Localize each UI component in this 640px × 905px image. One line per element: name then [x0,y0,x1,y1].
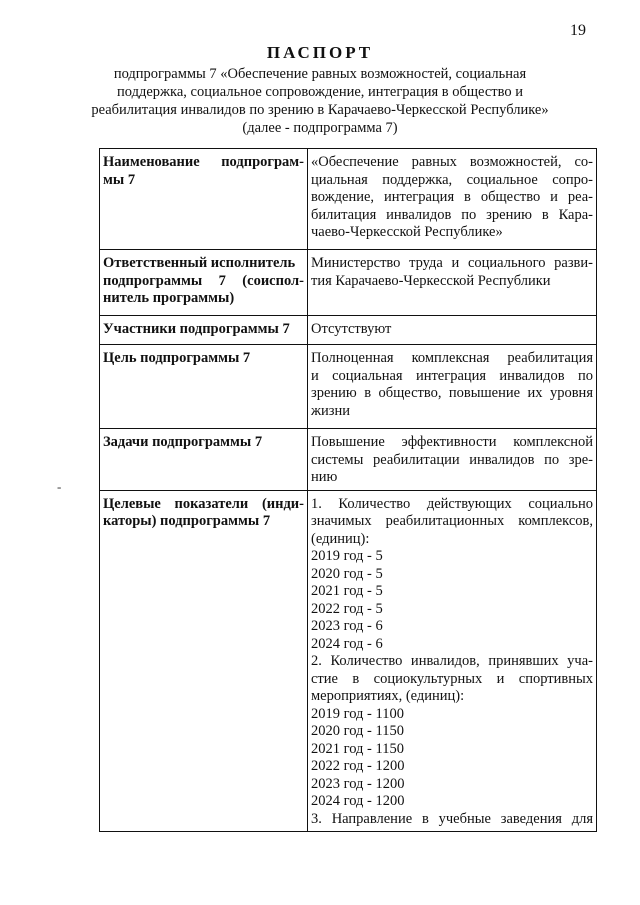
value-line: стие в социокультурных и спортивных [311,670,593,687]
value-line: 2024 год - 6 [311,635,383,652]
row-label [100,429,308,491]
subtitle-line: подпрограммы 7 «Обеспечение равных возможностей, социальная [113,66,527,82]
value-line: 2022 год - 5 [311,600,383,617]
value-line: значимых реабилитационных комплексов, [311,513,593,529]
value-line: 2. Количество инвалидов, принявших уча- [311,653,593,669]
row-label [100,345,308,429]
subtitle-line: (далее - подпрограмма 7) [242,120,398,136]
table-row-tasks [100,429,597,491]
value-line: мероприятиях, (единиц): [311,688,465,704]
value-line: жизни [311,402,351,419]
value-line: Повышение эффективности комплексной [311,434,593,450]
value-line: циальная поддержка, социальное сопро- [311,171,593,188]
document-subtitle [60,65,580,137]
value-line: Отсутствуют [311,321,392,337]
table-row-goal [100,345,597,429]
value-line: нию [311,469,338,485]
document-title: ПАСПОРТ [266,43,374,62]
row-label [100,149,308,250]
row-value [308,250,597,316]
label-line: мы 7 [103,171,136,188]
table-row-participants [100,316,597,345]
passport-table [99,148,597,832]
value-line: 2024 год - 1200 [311,793,405,809]
subtitle-line: реабилитация инвалидов по зрению в Карачаево-Черкесской Республике» [91,102,549,118]
row-value [308,429,597,491]
label-line: подпрограммы 7 (соиспол- [103,272,304,289]
value-line: и социальная интеграция инвалидов по [311,367,593,384]
value-line: Министерство труда и социального разви- [311,255,593,271]
value-line: зрению в общество, повышение их уровня [311,385,593,401]
value-line: 2020 год - 5 [311,565,383,582]
value-line: билитация инвалидов по зрению в Кара- [311,206,593,223]
value-line: тия Карачаево-Черкесской Республики [311,272,551,289]
table-row-name [100,149,597,250]
row-value [308,490,597,832]
value-line: системы реабилитации инвалидов по зре- [311,451,593,468]
value-line: «Обеспечение равных возможностей, со- [311,154,593,170]
label-line: нитель программы) [103,290,235,306]
value-line: 2022 год - 1200 [311,758,405,774]
value-line: (единиц): [311,530,370,547]
row-value [308,149,597,250]
value-line: чаево-Черкесской Республике» [311,224,503,240]
row-label [100,490,308,832]
value-line: 2019 год - 5 [311,548,383,564]
label-line: Целевые показатели (инди- [103,495,304,512]
value-line: Полноценная комплексная реабилитация [311,350,593,366]
label-line: каторы) подпрограммы 7 [103,513,271,529]
label-line: Цель подпрограммы 7 [103,350,251,366]
row-value [308,345,597,429]
label-line: Ответственный исполнитель [103,255,296,271]
value-line: вождение, интеграция в общество и реа- [311,189,593,205]
value-line: 2021 год - 1150 [311,740,404,757]
value-line: 2023 год - 6 [311,618,383,634]
value-line: 2023 год - 1200 [311,775,405,792]
value-line: 2019 год - 1100 [311,705,404,722]
label-line: Участники подпрограммы 7 [103,321,290,337]
table-row-indicators [100,490,597,832]
value-line: 2021 год - 5 [311,583,383,599]
stray-margin-mark: - [57,479,62,494]
row-label [100,250,308,316]
value-line: 1. Количество действующих социально [311,495,593,512]
page-number: 19 [570,22,586,39]
row-value [308,316,597,345]
table-row-responsible [100,250,597,316]
label-line: Наименование подпрограм- [103,154,304,170]
value-line: 2020 год - 1150 [311,723,404,739]
row-label [100,316,308,345]
value-line: 3. Направление в учебные заведения для [311,810,593,827]
label-line: Задачи подпрограммы 7 [103,434,263,450]
subtitle-line: поддержка, социальное сопровождение, интеграция в общество и [117,84,523,100]
